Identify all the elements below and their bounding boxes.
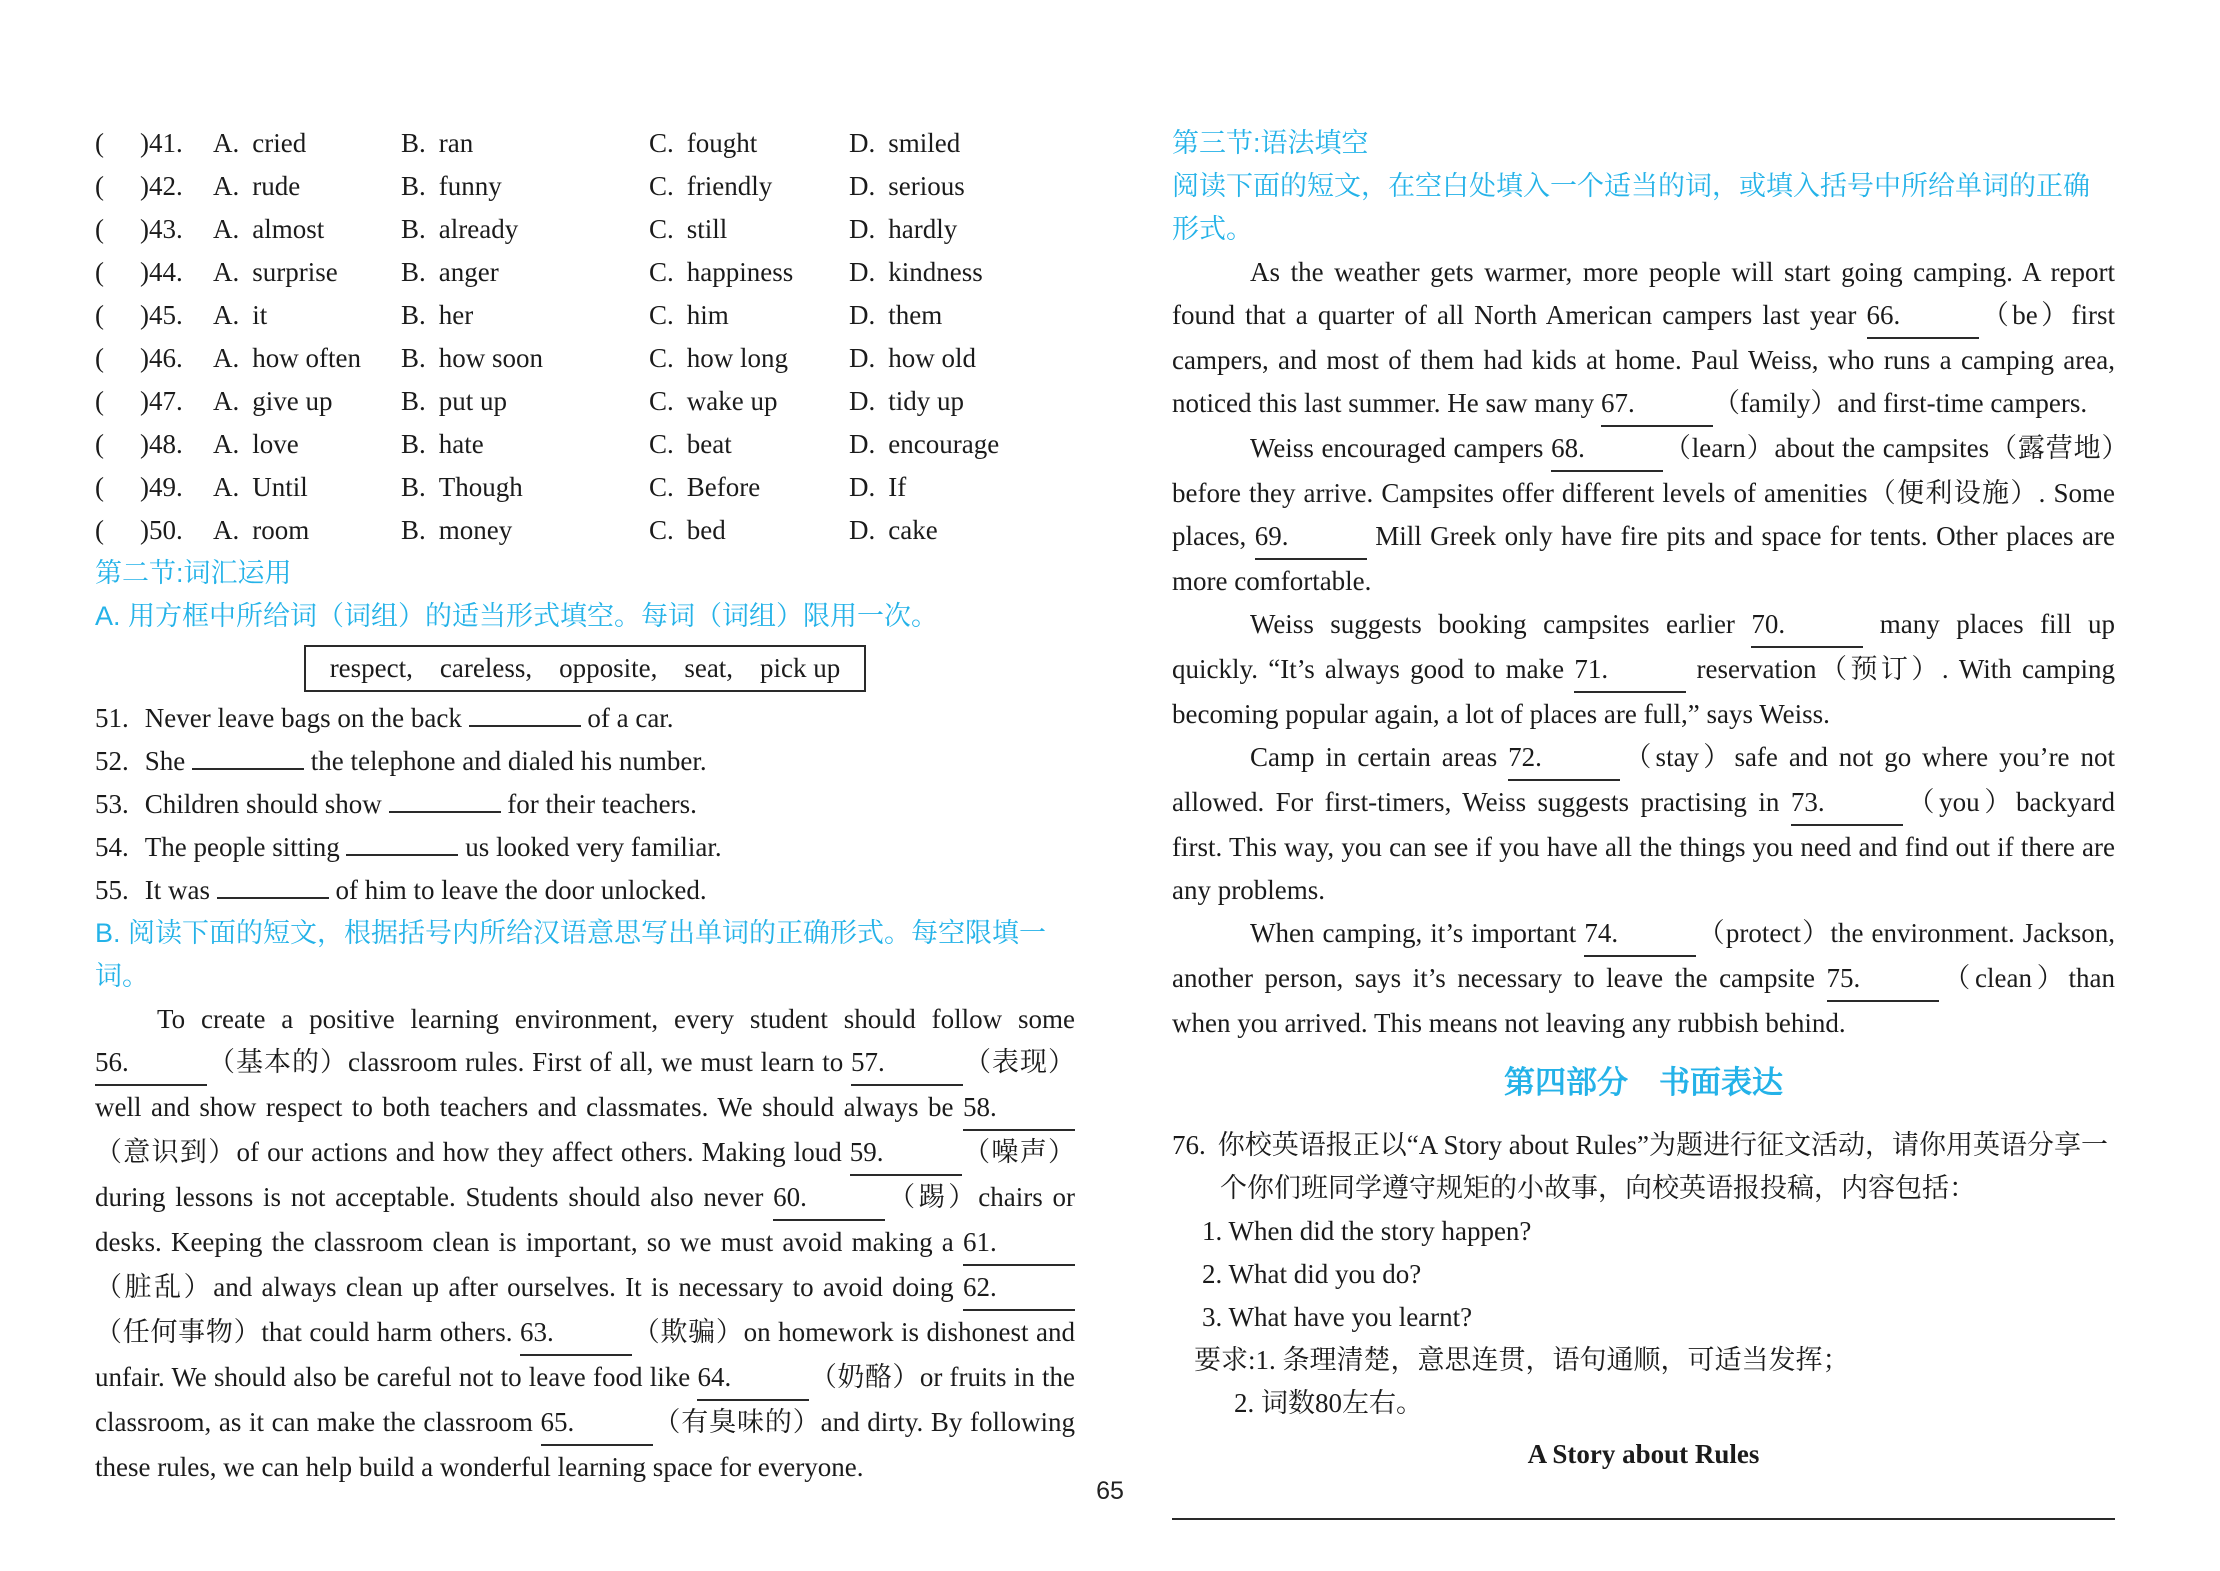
option-b[interactable] bbox=[401, 466, 649, 509]
option-text: how long bbox=[686, 343, 789, 373]
bracket-close: ) bbox=[140, 515, 149, 545]
answer-bracket[interactable] bbox=[95, 423, 213, 466]
option-text: surprise bbox=[252, 257, 338, 287]
bracket-close: ) bbox=[140, 257, 149, 287]
option-c[interactable] bbox=[649, 466, 849, 509]
bracket-open: ( bbox=[95, 386, 104, 416]
text-run: （clean）than when you arrived. This means not leaving any rubbish behind. bbox=[1172, 963, 2115, 1038]
fill-blank[interactable]: 67. bbox=[1601, 382, 1713, 427]
option-text: already bbox=[438, 214, 519, 244]
text-run: （learn）about the campsites（露营地）before they arrive. Campsites offer different levels of amenities（便利设施）. Some places, bbox=[1172, 433, 2116, 551]
option-d[interactable] bbox=[849, 165, 1075, 208]
question-body bbox=[145, 703, 674, 733]
option-letter: C. bbox=[649, 214, 674, 244]
option-text: it bbox=[252, 300, 268, 330]
answer-bracket[interactable] bbox=[95, 380, 213, 423]
vocab-question bbox=[95, 826, 1075, 869]
option-a[interactable] bbox=[213, 509, 401, 552]
question-number: 41. bbox=[149, 128, 183, 158]
option-a[interactable] bbox=[213, 208, 401, 251]
question-number: 46. bbox=[149, 343, 183, 373]
option-text: beat bbox=[686, 429, 732, 459]
option-d[interactable] bbox=[849, 509, 1075, 552]
option-letter: C. bbox=[649, 171, 674, 201]
option-d[interactable] bbox=[849, 122, 1075, 165]
essay-writing-line[interactable] bbox=[1172, 1518, 2115, 1520]
option-letter: B. bbox=[401, 171, 426, 201]
fill-blank[interactable]: 72. bbox=[1508, 736, 1620, 781]
option-d[interactable] bbox=[849, 251, 1075, 294]
question-number: 52. bbox=[95, 746, 129, 776]
text-run: （踢）chairs or desks. Keeping the classroom clean is important, so we must avoid making a bbox=[95, 1182, 1075, 1257]
page-number: 65 bbox=[1096, 1477, 1124, 1505]
text-run: （欺骗）on homework is dishonest and unfair. We should also be careful not to leave food like bbox=[95, 1317, 1075, 1392]
option-letter: C. bbox=[649, 515, 674, 545]
fill-blank[interactable]: 60. bbox=[773, 1176, 885, 1221]
bracket-open: ( bbox=[95, 343, 104, 373]
bracket-open: ( bbox=[95, 171, 104, 201]
essay-title: A Story about Rules bbox=[1527, 1439, 1760, 1469]
section3-instruction: 阅读下面的短文，在空白处填入一个适当的词，或填入括号中所给单词的正确形式。 bbox=[1172, 171, 2090, 244]
option-c[interactable] bbox=[649, 380, 849, 423]
option-b[interactable] bbox=[401, 380, 649, 423]
option-text: kindness bbox=[888, 257, 983, 287]
text-run: for their teachers. bbox=[500, 789, 697, 819]
text-run: the telephone and dialed his number. bbox=[304, 746, 707, 776]
prompt-point-3: 3. What have you learnt? bbox=[1202, 1302, 1473, 1332]
option-text: her bbox=[438, 300, 474, 330]
question-number: 51. bbox=[95, 703, 129, 733]
text-run: Never leave bags on the back bbox=[144, 703, 469, 733]
option-a[interactable] bbox=[213, 380, 401, 423]
left-column bbox=[95, 122, 1075, 1489]
bracket-close: ) bbox=[140, 386, 149, 416]
question-number: 48. bbox=[149, 429, 183, 459]
text-run: She bbox=[144, 746, 192, 776]
option-letter: B. bbox=[401, 429, 426, 459]
bracket-open: ( bbox=[95, 429, 104, 459]
text-run: （脏乱）and always clean up after ourselves. It is necessary to avoid doing bbox=[95, 1272, 963, 1302]
option-letter: D. bbox=[849, 214, 876, 244]
fill-blank[interactable]: 61. bbox=[963, 1221, 1075, 1266]
option-b[interactable] bbox=[401, 294, 649, 337]
question-number: 53. bbox=[95, 789, 129, 819]
option-d[interactable] bbox=[849, 380, 1075, 423]
bracket-close: ) bbox=[140, 214, 149, 244]
option-letter: C. bbox=[649, 300, 674, 330]
option-text: almost bbox=[252, 214, 325, 244]
option-text: how soon bbox=[438, 343, 544, 373]
option-letter: D. bbox=[849, 515, 876, 545]
option-letter: A. bbox=[213, 300, 240, 330]
fill-blank[interactable]: 63. bbox=[520, 1311, 632, 1356]
bracket-close: ) bbox=[140, 128, 149, 158]
option-d[interactable] bbox=[849, 466, 1075, 509]
text-run: （you）backyard first. This way, you can see if you have all the things you need and find out if there are any problems. bbox=[1172, 787, 2115, 905]
text-run: （protect）the environment. Jackson, another person, says it’s necessary to leave the campsite bbox=[1172, 918, 2115, 993]
option-text: anger bbox=[438, 257, 499, 287]
option-b[interactable] bbox=[401, 337, 649, 380]
option-text: If bbox=[888, 472, 907, 502]
bracket-close: ) bbox=[140, 343, 149, 373]
option-letter: D. bbox=[849, 386, 876, 416]
text-run: reservation（预订）. With camping becoming popular again, a lot of places are full,” says Weiss. bbox=[1172, 654, 2115, 729]
word-box-wrap bbox=[95, 645, 1075, 692]
text-run: of him to leave the door unlocked. bbox=[328, 875, 707, 905]
option-text: money bbox=[438, 515, 513, 545]
option-c[interactable] bbox=[649, 122, 849, 165]
requirement-2: 2. 词数80左右。 bbox=[1234, 1388, 1423, 1418]
answer-bracket[interactable] bbox=[95, 509, 213, 552]
text-run: The people sitting bbox=[144, 832, 347, 862]
text-run: To create a positive learning environment, every student should follow some bbox=[157, 1004, 1075, 1034]
option-letter: B. bbox=[401, 257, 426, 287]
option-text: tidy up bbox=[888, 386, 965, 416]
option-text: funny bbox=[438, 171, 502, 201]
answer-bracket[interactable] bbox=[95, 251, 213, 294]
right-column bbox=[1172, 122, 2115, 1520]
section2-instruction-b: B. 阅读下面的短文，根据括号内所给汉语意思写出单词的正确形式。每空限填一词。 bbox=[95, 918, 1047, 991]
question-number: 44. bbox=[149, 257, 183, 287]
question-number: 43. bbox=[149, 214, 183, 244]
fill-blank[interactable]: 59. bbox=[850, 1131, 962, 1176]
option-text: rude bbox=[252, 171, 301, 201]
option-letter: C. bbox=[649, 472, 674, 502]
section3-title: 第三节:语法填空 bbox=[1172, 128, 1369, 158]
grammar-paragraph bbox=[1172, 912, 2115, 1045]
part4-title: 第四部分 书面表达 bbox=[1504, 1065, 1783, 1100]
option-letter: C. bbox=[649, 429, 674, 459]
bracket-open: ( bbox=[95, 128, 104, 158]
prompt-point-2: 2. What did you do? bbox=[1202, 1259, 1422, 1289]
option-letter: B. bbox=[401, 343, 426, 373]
text-run: （有臭味的）and dirty. By following these rules, we can help build a wonderful learning space for everyone. bbox=[95, 1407, 1076, 1482]
writing-prompt-text: 你校英语报正以“A Story about Rules”为题进行征文活动，请你用英语分享一个你们班同学遵守规矩的小故事，向校英语报投稿，内容包括： bbox=[1217, 1130, 2108, 1203]
option-letter: B. bbox=[401, 214, 426, 244]
text-run: us looked very familiar. bbox=[458, 832, 722, 862]
option-text: wake up bbox=[686, 386, 778, 416]
fill-blank[interactable]: 70. bbox=[1751, 603, 1863, 648]
option-d[interactable] bbox=[849, 294, 1075, 337]
requirement-1: 要求:1. 条理清楚，意思连贯，语句通顺，可适当发挥； bbox=[1194, 1345, 1850, 1375]
text-run: many places fill up quickly. “It’s always good to make bbox=[1172, 609, 2115, 684]
option-letter: D. bbox=[849, 128, 876, 158]
option-d[interactable] bbox=[849, 208, 1075, 251]
bracket-open: ( bbox=[95, 515, 104, 545]
fill-blank[interactable]: 65. bbox=[541, 1401, 653, 1446]
bracket-close: ) bbox=[140, 429, 149, 459]
option-b[interactable] bbox=[401, 208, 649, 251]
option-text: hate bbox=[438, 429, 484, 459]
option-letter: C. bbox=[649, 257, 674, 287]
question-number: 76. bbox=[1172, 1130, 1206, 1160]
option-text: bed bbox=[686, 515, 726, 545]
fill-blank[interactable]: 73. bbox=[1791, 781, 1903, 826]
grammar-paragraph bbox=[1172, 427, 2115, 603]
option-text: love bbox=[252, 429, 299, 459]
option-letter: B. bbox=[401, 386, 426, 416]
option-c[interactable] bbox=[649, 509, 849, 552]
section2-instruction-a: A. 用方框中所给词（词组）的适当形式填空。每词（词组）限用一次。 bbox=[95, 601, 939, 631]
question-body bbox=[145, 789, 697, 819]
text-run: Children should show bbox=[144, 789, 389, 819]
bracket-close: ) bbox=[140, 300, 149, 330]
option-letter: B. bbox=[401, 128, 426, 158]
option-b[interactable] bbox=[401, 165, 649, 208]
option-b[interactable] bbox=[401, 509, 649, 552]
option-c[interactable] bbox=[649, 208, 849, 251]
option-letter: C. bbox=[649, 386, 674, 416]
question-body bbox=[145, 746, 707, 776]
option-letter: B. bbox=[401, 515, 426, 545]
answer-bracket[interactable] bbox=[95, 165, 213, 208]
option-a[interactable] bbox=[213, 466, 401, 509]
fill-blank[interactable] bbox=[346, 854, 458, 856]
word-box: respect, careless, opposite, seat, pick up bbox=[304, 645, 867, 692]
bracket-open: ( bbox=[95, 300, 104, 330]
fill-blank[interactable]: 68. bbox=[1551, 427, 1663, 472]
option-text: happiness bbox=[686, 257, 794, 287]
option-c[interactable] bbox=[649, 251, 849, 294]
text-run: （奶酪）or fruits in the classroom, as it can make the classroom bbox=[95, 1362, 1075, 1437]
question-body bbox=[145, 875, 707, 905]
fill-blank[interactable]: 75. bbox=[1827, 957, 1939, 1002]
fill-blank[interactable] bbox=[217, 897, 329, 899]
bracket-open: ( bbox=[95, 472, 104, 502]
option-text: put up bbox=[438, 386, 508, 416]
option-text: friendly bbox=[686, 171, 773, 201]
text-run: Weiss encouraged campers bbox=[1250, 433, 1552, 463]
writing-prompt bbox=[1172, 1124, 2115, 1210]
option-text: smiled bbox=[888, 128, 961, 158]
option-a[interactable] bbox=[213, 337, 401, 380]
option-b[interactable] bbox=[401, 423, 649, 466]
option-a[interactable] bbox=[213, 251, 401, 294]
option-text: them bbox=[888, 300, 943, 330]
fill-blank[interactable]: 58. bbox=[963, 1086, 1075, 1131]
fill-blank[interactable]: 74. bbox=[1584, 912, 1696, 957]
option-c[interactable] bbox=[649, 337, 849, 380]
text-run: Mill Greek only have fire pits and space for tents. Other places are more comfortable. bbox=[1172, 521, 2115, 596]
fill-blank[interactable]: 66. bbox=[1867, 294, 1979, 339]
answer-bracket[interactable] bbox=[95, 294, 213, 337]
bracket-close: ) bbox=[140, 171, 149, 201]
option-text: Though bbox=[438, 472, 523, 502]
question-number: 47. bbox=[149, 386, 183, 416]
question-number: 49. bbox=[149, 472, 183, 502]
option-letter: D. bbox=[849, 257, 876, 287]
option-d[interactable] bbox=[849, 423, 1075, 466]
text-run: Weiss suggests booking campsites earlier bbox=[1250, 609, 1752, 639]
fill-blank[interactable] bbox=[192, 768, 304, 770]
fill-blank[interactable]: 62. bbox=[963, 1266, 1075, 1311]
multiple-choice-block bbox=[95, 122, 1075, 552]
prompt-point-1: 1. When did the story happen? bbox=[1202, 1216, 1532, 1246]
grammar-paragraph bbox=[1172, 603, 2115, 736]
answer-bracket[interactable] bbox=[95, 208, 213, 251]
option-text: serious bbox=[888, 171, 965, 201]
option-letter: A. bbox=[213, 386, 240, 416]
question-number: 54. bbox=[95, 832, 129, 862]
option-letter: B. bbox=[401, 300, 426, 330]
fill-blank[interactable]: 71. bbox=[1574, 648, 1686, 693]
option-a[interactable] bbox=[213, 294, 401, 337]
text-run: Camp in certain areas bbox=[1250, 742, 1509, 772]
text-run: （任何事物）that could harm others. bbox=[95, 1317, 520, 1347]
option-letter: D. bbox=[849, 300, 876, 330]
option-c[interactable] bbox=[649, 294, 849, 337]
option-a[interactable] bbox=[213, 165, 401, 208]
option-c[interactable] bbox=[649, 165, 849, 208]
section2-title: 第二节:词汇运用 bbox=[95, 558, 292, 588]
option-text: Before bbox=[686, 472, 761, 502]
option-letter: A. bbox=[213, 429, 240, 459]
cloze-passage-b bbox=[95, 998, 1075, 1489]
bracket-close: ) bbox=[140, 472, 149, 502]
option-letter: A. bbox=[213, 472, 240, 502]
text-run: （表现）well and show respect to both teachers and classmates. We should always be bbox=[95, 1047, 1075, 1122]
option-letter: C. bbox=[649, 128, 674, 158]
answer-bracket[interactable] bbox=[95, 122, 213, 165]
option-letter: A. bbox=[213, 257, 240, 287]
bracket-open: ( bbox=[95, 214, 104, 244]
text-run: （噪声）during lessons is not acceptable. Students should also never bbox=[95, 1137, 1076, 1212]
fill-blank[interactable]: 64. bbox=[697, 1356, 809, 1401]
grammar-paragraph bbox=[1172, 251, 2115, 427]
option-a[interactable] bbox=[213, 423, 401, 466]
option-b[interactable] bbox=[401, 251, 649, 294]
option-text: cried bbox=[252, 128, 307, 158]
fill-blank[interactable]: 56. bbox=[95, 1041, 207, 1086]
option-letter: A. bbox=[213, 214, 240, 244]
vocab-question bbox=[95, 697, 1075, 740]
option-b[interactable] bbox=[401, 122, 649, 165]
option-text: him bbox=[686, 300, 729, 330]
option-d[interactable] bbox=[849, 337, 1075, 380]
option-letter: D. bbox=[849, 343, 876, 373]
option-text: room bbox=[252, 515, 310, 545]
option-a[interactable] bbox=[213, 122, 401, 165]
question-number: 55. bbox=[95, 875, 129, 905]
option-letter: A. bbox=[213, 515, 240, 545]
vocab-question bbox=[95, 869, 1075, 912]
fill-blank[interactable]: 57. bbox=[851, 1041, 963, 1086]
option-c[interactable] bbox=[649, 423, 849, 466]
option-letter: D. bbox=[849, 472, 876, 502]
option-letter: D. bbox=[849, 171, 876, 201]
fill-blank[interactable] bbox=[469, 725, 581, 727]
bracket-open: ( bbox=[95, 257, 104, 287]
option-text: how old bbox=[888, 343, 976, 373]
option-text: cake bbox=[888, 515, 938, 545]
option-letter: A. bbox=[213, 171, 240, 201]
option-text: Until bbox=[252, 472, 308, 502]
question-number: 42. bbox=[149, 171, 183, 201]
text-run: （基本的）classroom rules. First of all, we must learn to bbox=[207, 1047, 852, 1077]
answer-bracket[interactable] bbox=[95, 337, 213, 380]
option-text: encourage bbox=[888, 429, 1000, 459]
option-letter: C. bbox=[649, 343, 674, 373]
question-body bbox=[145, 832, 722, 862]
text-run: of a car. bbox=[580, 703, 674, 733]
text-run: It was bbox=[144, 875, 217, 905]
option-letter: D. bbox=[849, 429, 876, 459]
option-letter: B. bbox=[401, 472, 426, 502]
answer-bracket[interactable] bbox=[95, 466, 213, 509]
fill-blank[interactable] bbox=[389, 811, 501, 813]
text-run: When camping, it’s important bbox=[1250, 918, 1585, 948]
text-run: （意识到）of our actions and how they affect others. Making loud bbox=[95, 1137, 850, 1167]
vocab-question bbox=[95, 783, 1075, 826]
vocab-question bbox=[95, 740, 1075, 783]
question-number: 45. bbox=[149, 300, 183, 330]
text-run: （family）and first-time campers. bbox=[1712, 388, 2088, 418]
option-text: hardly bbox=[888, 214, 958, 244]
text-run: As the weather gets warmer, more people will start going camping. A report found that a quarter of all North American campers last year bbox=[1172, 257, 2115, 330]
option-text: how often bbox=[252, 343, 361, 373]
option-text: give up bbox=[252, 386, 333, 416]
text-run: （stay）safe and not go where you’re not allowed. For first-timers, Weiss suggests practising in bbox=[1172, 742, 2115, 817]
grammar-paragraph bbox=[1172, 736, 2115, 912]
option-text: still bbox=[686, 214, 728, 244]
option-text: fought bbox=[686, 128, 758, 158]
text-run: （be）first campers, and most of them had kids at home. Paul Weiss, who runs a camping area, noticed this last summer. He saw many bbox=[1172, 300, 2115, 418]
fill-blank[interactable]: 69. bbox=[1255, 515, 1367, 560]
option-letter: A. bbox=[213, 343, 240, 373]
option-letter: A. bbox=[213, 128, 240, 158]
option-text: ran bbox=[438, 128, 474, 158]
question-number: 50. bbox=[149, 515, 183, 545]
